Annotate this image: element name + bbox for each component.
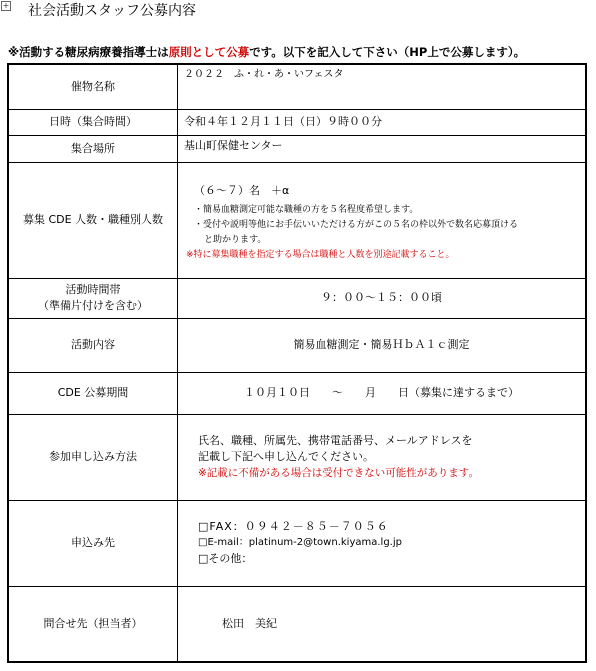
label-contact: 問合せ先（担当者）: [8, 586, 178, 662]
note-emphasis: 原則として公募: [168, 45, 250, 59]
label-event-name: 催物名称: [8, 64, 178, 109]
label-recruit: 募集 CDE 人数・職種別人数: [8, 162, 178, 278]
note-prefix: ※活動する糖尿病療養指導士は: [8, 45, 169, 59]
value-apply-to[interactable]: [178, 500, 587, 586]
label-recruit-period: CDE 公募期間: [8, 372, 178, 414]
row-activity-content: [8, 318, 586, 372]
instruction-note: [8, 44, 525, 60]
value-activity-content[interactable]: 簡易血糖測定・簡易ＨｂＡ１ｃ測定: [178, 318, 587, 372]
recruit-bullet-2a: ・受付や説明等他にお手伝いいただける方がこの５名の枠以外で数名応募頂ける: [194, 220, 519, 230]
apply-to-other: □その他：: [198, 552, 253, 565]
apply-to-email: □E-mail：platinum-2@town.kiyama.lg.jp: [198, 537, 402, 548]
apply-method-line1: 氏名、職種、所属先、携帯電話番号、メールアドレスを: [198, 434, 473, 447]
recruit-bullet-1: ・簡易血糖測定可能な職種の方を５名程度希望します。: [194, 205, 419, 215]
apply-to-fax: □FAX：０９４２－８５－７０５６: [198, 520, 389, 533]
label-activity-time: [8, 278, 178, 318]
row-apply-to: [8, 500, 586, 586]
row-recruit-period: [8, 372, 586, 414]
value-meeting-place[interactable]: 基山町保健センター: [178, 135, 587, 162]
value-recruit-period[interactable]: １０月１０日 ～ 月 日（募集に達するまで）: [178, 372, 587, 414]
label-datetime: 日時（集合時間）: [8, 109, 178, 135]
row-activity-time: [8, 278, 586, 318]
value-event-name[interactable]: ２０２２ ふ・れ・あ・いフェスタ: [178, 64, 587, 109]
recruit-bullet-2b: と助かります。: [204, 235, 267, 245]
row-meeting-place: [8, 135, 586, 162]
recruit-count: （６～７）名 ＋α: [194, 184, 290, 197]
row-datetime: [8, 109, 586, 135]
table-move-handle-icon[interactable]: +: [2, 1, 10, 10]
row-event-name: [8, 64, 586, 109]
recruitment-form-table: [7, 63, 587, 663]
row-apply-method: [8, 414, 586, 500]
value-recruit[interactable]: [178, 162, 587, 278]
note-suffix: です。以下を記入して下さい（HP上で公募します）。: [249, 45, 526, 59]
label-meeting-place: 集合場所: [8, 135, 178, 162]
label-apply-to: 申込み先: [8, 500, 178, 586]
label-apply-method: 参加申し込み方法: [8, 414, 178, 500]
row-recruit: [8, 162, 586, 278]
document-title: 社会活動スタッフ公募内容: [28, 3, 196, 19]
label-activity-time-line1: 活動時間帯: [65, 283, 121, 296]
value-datetime[interactable]: 令和４年１２月１１日（日）９時００分: [178, 109, 587, 135]
label-activity-time-line2: （準備片付けを含む）: [38, 299, 148, 312]
value-contact[interactable]: 松田 美紀: [178, 586, 587, 662]
apply-method-note: ※記載に不備がある場合は受付できない可能性があります。: [198, 467, 479, 479]
recruit-note: ※特に募集職種を指定する場合は職種と人数を別途記載すること。: [186, 250, 455, 260]
label-activity-content: 活動内容: [8, 318, 178, 372]
value-apply-method[interactable]: [178, 414, 587, 500]
value-activity-time[interactable]: ９：００～１５：００頃: [178, 278, 587, 318]
row-contact: [8, 586, 586, 662]
apply-method-line2: 記載し下記へ申し込んでください。: [198, 450, 374, 463]
